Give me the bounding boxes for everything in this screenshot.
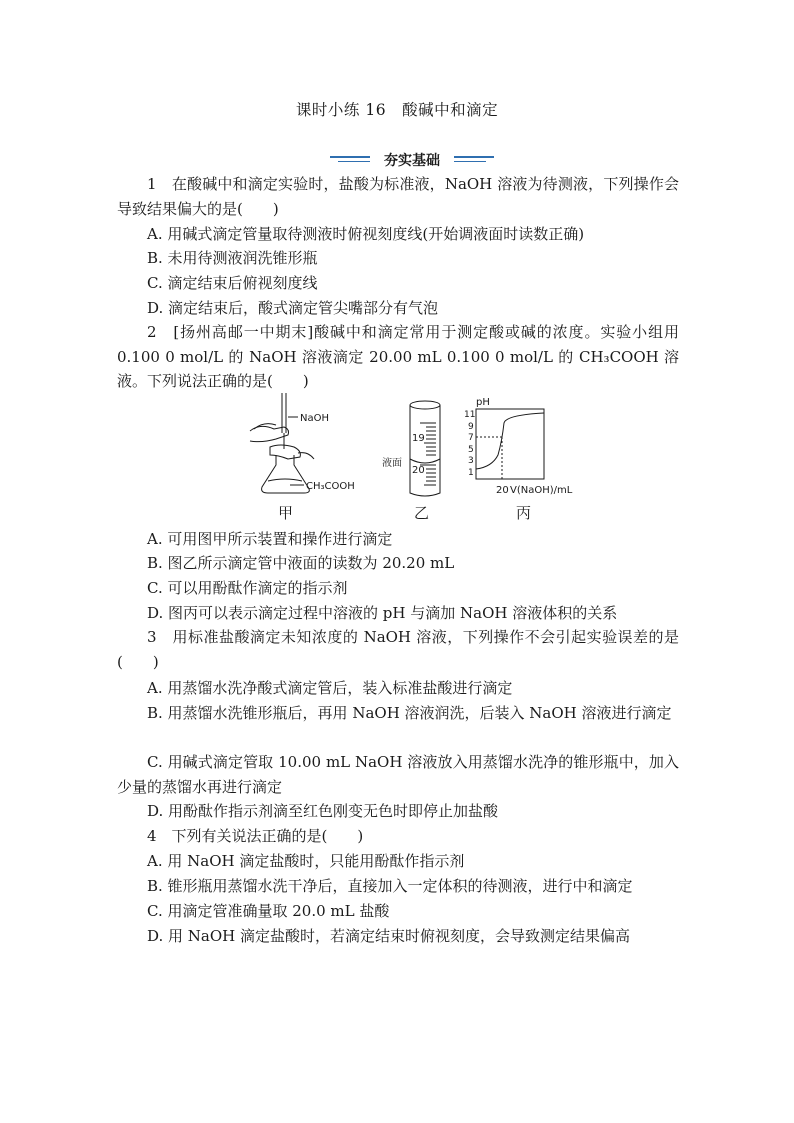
question-3-option-b: B. 用蒸馏水洗锥形瓶后，再用 NaOH 溶液润洗，后装入 NaOH 溶液进行滴定	[147, 704, 672, 722]
tick-20: 20	[412, 465, 425, 476]
question-1-option-a: A. 用碱式滴定管量取待测液时俯视刻度线(开始调液面时读数正确)	[147, 225, 585, 243]
figure-caption-jia: 甲	[278, 504, 294, 522]
question-1-stem: 1 在酸碱中和滴定实验时，盐酸为标准液，NaOH 溶液为待测液，下列操作会导致结果偏大的是( )	[117, 175, 679, 218]
question-3-option-c: C. 用碱式滴定管取 10.00 mL NaOH 溶液放入用蒸馏水洗净的锥形瓶中，加入少量的蒸馏水再进行滴定	[117, 753, 679, 796]
ytick-9: 9	[468, 422, 474, 432]
apparatus-jia	[250, 393, 314, 493]
question-3-option-a: A. 用蒸馏水洗净酸式滴定管后，装入标准盐酸进行滴定	[147, 679, 513, 697]
ytick-5: 5	[468, 445, 474, 455]
section-header	[330, 150, 494, 168]
question-2-option-d: D. 图丙可以表示滴定过程中溶液的 pH 与滴加 NaOH 溶液体积的关系	[147, 604, 618, 622]
section-title: 夯实基础	[384, 153, 440, 169]
question-3-option-d: D. 用酚酞作指示剂滴至红色刚变无色时即停止加盐酸	[147, 802, 499, 820]
question-3-stem: 3 用标准盐酸滴定未知浓度的 NaOH 溶液，下列操作不会引起实验误差的是( )	[117, 628, 679, 671]
question-4-option-d: D. 用 NaOH 滴定盐酸时，若滴定结束时俯视刻度，会导致测定结果偏高	[147, 927, 631, 945]
figure-caption-yi: 乙	[414, 504, 430, 522]
burette-yi	[410, 401, 440, 496]
question-2-option-b: B. 图乙所示滴定管中液面的读数为 20.20 mL	[147, 554, 455, 572]
figure-caption-bing: 丙	[516, 504, 532, 522]
xtick-20: 20	[496, 485, 509, 496]
label-naoh: NaOH	[300, 413, 329, 424]
label-acid: CH₃COOH	[306, 481, 355, 492]
ytick-11: 11	[464, 410, 476, 420]
label-liquid-surface: 液面	[382, 458, 402, 469]
question-4-option-c: C. 用滴定管准确量取 20.0 mL 盐酸	[147, 902, 390, 920]
question-2-stem: 2 [扬州高邮一中期末]酸碱中和滴定常用于测定酸或碱的浓度。实验小组用 0.100 0 mol/L 的 NaOH 溶液滴定 20.00 mL 0.100 0 mol/L 的 CH₃COOH 溶液。下列说法正确的是( )	[117, 323, 679, 390]
ytick-7: 7	[468, 433, 474, 443]
question-1-option-c: C. 滴定结束后俯视刻度线	[147, 274, 318, 292]
question-4-stem: 4 下列有关说法正确的是( )	[147, 827, 364, 845]
tick-19: 19	[412, 433, 425, 444]
question-2-option-c: C. 可以用酚酞作滴定的指示剂	[147, 579, 348, 597]
ytick-1: 1	[468, 468, 474, 478]
question-1-option-d: D. 滴定结束后，酸式滴定管尖嘴部分有气泡	[147, 299, 439, 317]
chart-xlabel: V(NaOH)/mL	[510, 485, 573, 496]
chart-ylabel: pH	[476, 397, 490, 408]
question-4-option-b: B. 锥形瓶用蒸馏水洗干净后，直接加入一定体积的待测液，进行中和滴定	[147, 877, 633, 895]
ytick-3: 3	[468, 456, 474, 466]
question-2-option-a: A. 可用图甲所示装置和操作进行滴定	[147, 530, 393, 548]
page-title: 课时小练 16 酸碱中和滴定	[295, 101, 499, 119]
chart-bing	[476, 409, 544, 479]
question-1-option-b: B. 未用待测液润洗锥形瓶	[147, 249, 318, 267]
question-4-option-a: A. 用 NaOH 滴定盐酸时，只能用酚酞作指示剂	[147, 852, 465, 870]
